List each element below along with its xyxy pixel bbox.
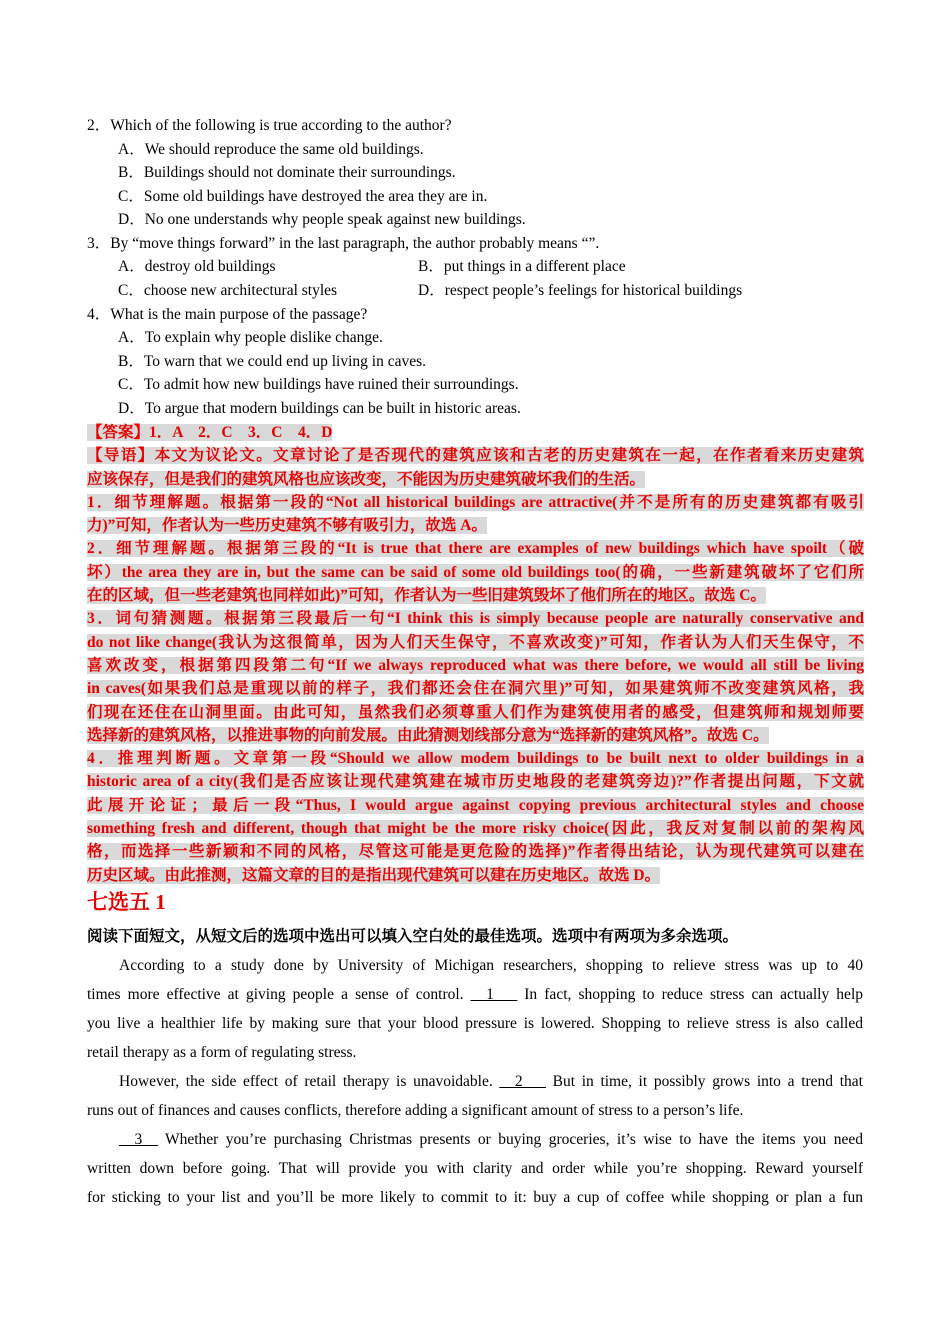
answer-explanation [87, 421, 864, 887]
answer-line: 选择新的建筑风格，以推进事物的向前发展。由此猜测划线部分意为“选择新的建筑风格”。故选 C。 [87, 726, 769, 744]
question-4-option-c: C．To admit how new buildings have ruined their surroundings. [118, 376, 519, 393]
question-2-option-d: D．No one understands why people speak against new buildings. [118, 211, 526, 228]
section-title: 七选五 1 [87, 890, 166, 914]
answer-line: 们现在还住在山洞里面。由此可知，虽然我们必须尊重人们作为建筑使用者的感受，但建筑师和规划师要 [87, 703, 864, 721]
question-3-option-a: A．destroy old buildings [118, 258, 276, 275]
passage-text: runs out of finances and causes conflicts, therefore adding a significant amount of stress to a person’s life. [87, 1102, 744, 1119]
answer-line: 3．词句猜测题。根据第三段最后一句“I think this is simply because people are naturally conservative and [87, 610, 864, 628]
answer-line: 历史区域。由此推测，这篇文章的目的是指出现代建筑可以建在历史地区。故选 D。 [87, 866, 661, 884]
answer-line: 4．推理判断题。文章第一段“Should we allow modem buildings to be built next to older buildings in a [87, 750, 864, 768]
answer-line: in caves(如果我们总是重现以前的样子，我们都还会住在洞穴里)”可知，如果建筑师不改变建筑风格，我 [87, 680, 864, 698]
answer-line: historic area of a city(我们是否应该让现代建筑建在城市历史地段的老建筑旁边)?”作者提出问题，下文就 [87, 773, 864, 791]
passage-text: Whether you’re purchasing Christmas presents or buying groceries, it’s wise to have the items you need [157, 1131, 863, 1148]
passage-text: you live a healthier life by making sure that your blood pressure is lowered. Shopping to relieve stress is also called [87, 1015, 863, 1032]
answer-line: 2．细节理解题。根据第三段的“It is true that there are examples of new buildings which have spoilt（破 [87, 540, 864, 558]
passage-paragraph-3 [87, 1125, 863, 1212]
question-4-option-d: D．To argue that modern buildings can be built in historic areas. [118, 400, 521, 417]
passage-text: In fact, shopping to reduce stress can actually help [517, 986, 863, 1003]
answer-line: 坏）the area they are in, but the same can be said of some old buildings too(的确，一些新建筑破坏了它们所 [87, 563, 864, 581]
answer-line: 力)”可知，作者认为一些历史建筑不够有吸引力，故选 A。 [87, 517, 487, 535]
question-3-option-c: C．choose new architectural styles [118, 282, 338, 299]
question-2-stem: 2．Which of the following is true according to the author? [87, 117, 452, 134]
passage-text: retail therapy as a form of regulating stress. [87, 1044, 357, 1061]
answer-line: 格，而选择一些新颖和不同的风格，尽管这可能是更危险的选择)”作者得出结论，认为现代建筑可以建在 [87, 843, 864, 861]
question-3-option-d: D．respect people’s feelings for historical buildings [418, 282, 743, 299]
question-2-option-a: A．We should reproduce the same old buildings. [118, 141, 424, 158]
passage-text: times more effective at giving people a sense of control. [87, 986, 471, 1003]
answer-line: do not like change(我认为这很简单，因为人们天生保守，不喜欢改变)”可知，作者认为人们天生保守，不 [87, 633, 864, 651]
question-2-option-b: B．Buildings should not dominate their surroundings. [118, 164, 456, 181]
answer-line: 应该保存，但是我们的建筑风格也应该改变，不能因为历史建筑破坏我们的生活。 [87, 470, 646, 488]
passage-text: But in time, it possibly grows into a trend that [545, 1073, 863, 1090]
question-4-option-a: A．To explain why people dislike change. [118, 329, 383, 346]
question-3-stem: 3．By “move things forward” in the last paragraph, the author probably means “”. [87, 235, 600, 252]
answer-line: 【导语】本文为议论文。文章讨论了是否现代的建筑应该和古老的历史建筑在一起，在作者看来历史建筑 [87, 447, 864, 465]
question-2-option-c: C．Some old buildings have destroyed the area they are in. [118, 188, 488, 205]
answer-key: 【答案】1．A 2．C 3．C 4．D [87, 424, 333, 441]
blank-2[interactable]: __2___ [499, 1073, 546, 1090]
passage-text: for sticking to your list and you’ll be more likely to commit to it: buy a cup of coffee while shopping or plan a fun [87, 1189, 863, 1206]
blank-3[interactable]: __3__ [119, 1131, 158, 1148]
answer-line: 在的区域，但一些老建筑也同样如此)”可知，作者认为一些旧建筑毁坏了他们所在的地区。故选 C。 [87, 587, 766, 605]
question-4-stem: 4．What is the main purpose of the passage? [87, 306, 368, 323]
answer-line: 1．细节理解题。根据第一段的“Not all historical buildings are attractive(并不是所有的历史建筑都有吸引 [87, 493, 864, 511]
passage-paragraph-2 [87, 1067, 863, 1125]
answer-line: something fresh and different, though that might be the more risky choice(因此，我反对复制以前的架构风 [87, 820, 864, 838]
question-3-option-b: B．put things in a different place [418, 258, 626, 275]
passage-text: written down before going. That will provide you with clarity and order while you’re shopping. Reward yourself [87, 1160, 863, 1177]
answer-line: 喜欢改变，根据第四段第二句“If we always reproduced what was there before, we would all still be living [87, 656, 864, 674]
blank-1[interactable]: __1___ [470, 986, 518, 1003]
section-instruction: 阅读下面短文，从短文后的选项中选出可以填入空白处的最佳选项。选项中有两项为多余选项。 [87, 928, 739, 945]
answer-line: 此展开论证；最后一段“Thus, I would argue against copying previous architectural styles and choose [87, 796, 864, 814]
passage-text: According to a study done by University of Michigan researchers, shopping to relieve stress was up to 40 [119, 957, 863, 974]
passage-paragraph-1 [87, 951, 863, 1067]
passage-text: However, the side effect of retail therapy is unavoidable. [119, 1073, 500, 1090]
question-4-option-b: B．To warn that we could end up living in caves. [118, 353, 426, 370]
